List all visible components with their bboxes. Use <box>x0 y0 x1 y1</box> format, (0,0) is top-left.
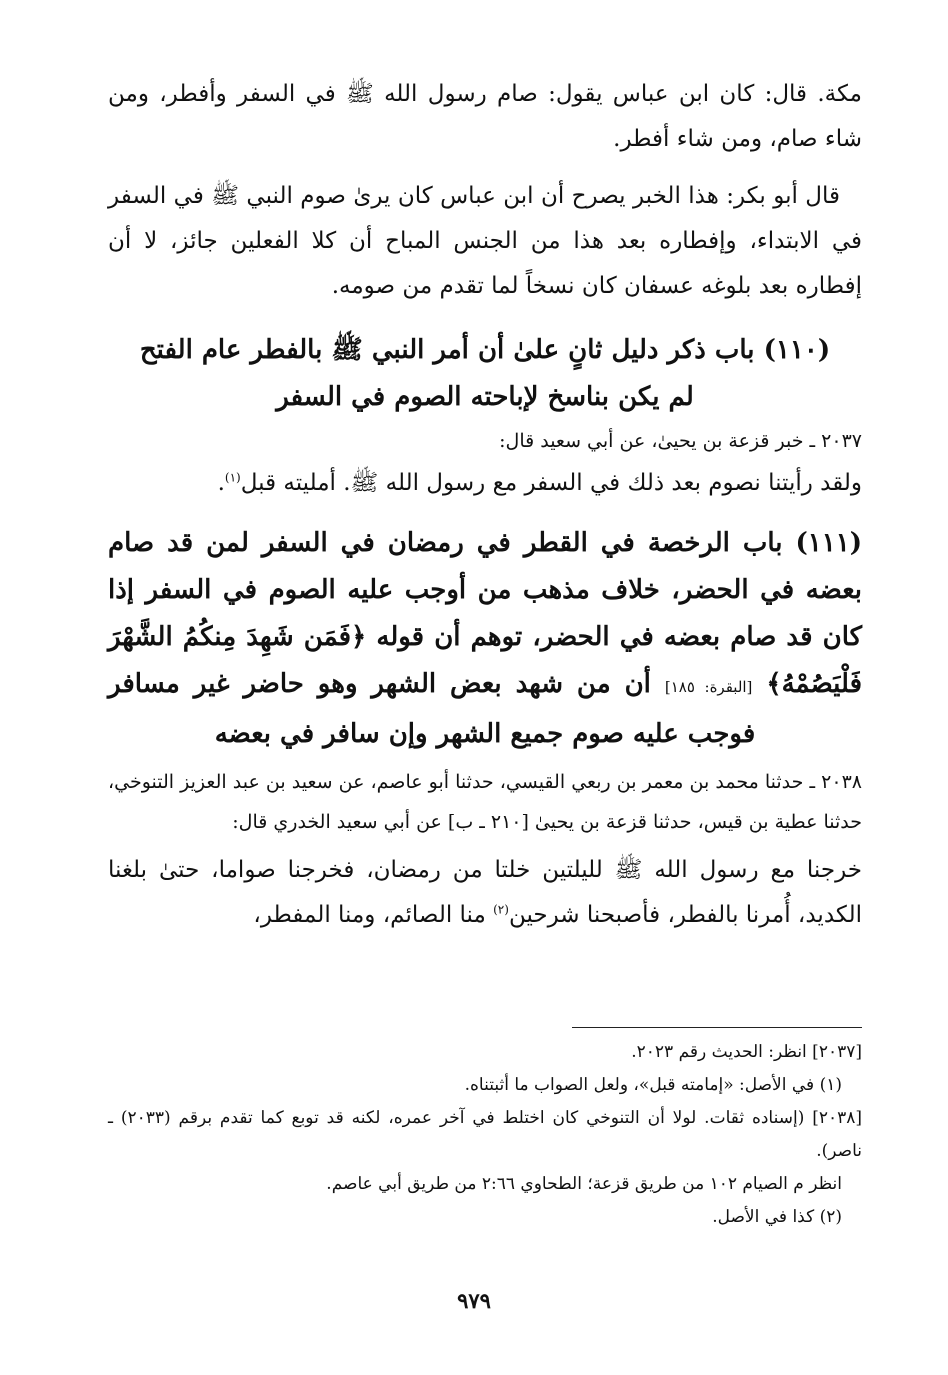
chapter-110-line2: لم يكن بناسخ لإباحته الصوم في السفر <box>276 382 694 412</box>
hadith-2037-end: . <box>217 470 225 496</box>
chapter-110-line1: (١١٠) باب ذكر دليل ثانٍ علىٰ أن أمر النبي ﷺ بالفطر عام الفتح <box>139 335 831 365</box>
footnote-2038-sources: انظر م الصيام ١٠٢ من طريق قزعة؛ الطحاوي ٢:٦٦ من طريق أبي عاصم. <box>326 1174 842 1194</box>
chapter-heading-111 <box>108 520 862 758</box>
footnotes-section <box>108 1036 862 1234</box>
hadith-2038-body-part1: خرجنا مع رسول الله ﷺ لليلتين خلتا من رمضان، فخرجنا صواما، حتىٰ بلغنا الكديد، أُمرنا بالفطر، فأصبحنا شرحين <box>108 857 862 928</box>
footnote-marker-1[interactable]: (١) <box>224 470 241 485</box>
page-number: ٩٧٩ <box>457 1288 491 1313</box>
hadith-2038-intro: ٢٠٣٨ ـ حدثنا محمد بن معمر بن ربعي القيسي، حدثنا أبو عاصم، عن سعيد بن عبد العزيز التنوخي، حدثنا عطية بن قيس، حدثنا قزعة بن يحيىٰ [٢١٠ ـ ب] عن أبي سعيد الخدري قال: <box>108 771 862 833</box>
hadith-2037-intro: ٢٠٣٧ ـ خبر قزعة بن يحيىٰ، عن أبي سعيد قال: <box>499 430 862 452</box>
paragraph-abu-bakr-commentary: قال أبو بكر: هذا الخبر يصرح أن ابن عباس كان يرىٰ صوم النبي ﷺ في السفر في الابتداء، وإفطاره بعد هذا من الجنس المباح أن كلا الفعلين جائز، لا أن إفطاره بعد بلوغه عسفان كان نسخاً لما تقدم من صومه. <box>108 183 862 299</box>
hadith-2037-text <box>108 461 862 506</box>
hadith-2038-body-part2: منا الصائم، ومنا المفطر، <box>253 902 486 928</box>
chapter-111-text: (١١١) باب الرخصة في القطر في رمضان في السفر لمن قد صام بعضه في الحضر، خلاف مذهب من أوجب عليه الصوم في السفر إذا كان قد صام بعضه في الحضر، توهم أن قوله ﴿فَمَن شَهِدَ مِنكُمُ الشَّهْرَ فَلْيَصُمْهُ﴾ <box>108 528 862 699</box>
chapter-heading-110 <box>108 327 862 421</box>
quran-reference: [البقرة: ١٨٥] <box>664 678 753 696</box>
hadith-2037-body: ولقد رأيتنا نصوم بعد ذلك في السفر مع رسول الله ﷺ. أمليته قبل <box>240 470 862 496</box>
paragraph-ibn-abbas-narration: مكة. قال: كان ابن عباس يقول: صام رسول الله ﷺ في السفر وأفطر، ومن شاء صام، ومن شاء أفطر. <box>108 81 862 152</box>
footnote-marker-2[interactable]: (٢) <box>493 902 509 917</box>
footnote-2038-ref: [٢٠٣٨] (إسناده ثقات. لولا أن التنوخي كان اختلط في آخر عمره، لكنه قد توبع كما تقدم برقم (٢٠٣٣) ـ ناصر). <box>108 1108 862 1161</box>
footnote-2037-ref: [٢٠٣٧] انظر: الحديث رقم ٢٠٢٣. <box>631 1042 862 1062</box>
hadith-2038-text <box>108 848 862 938</box>
footnote-1: (١) في الأصل: «إمامته قبل»، ولعل الصواب ما أثبتناه. <box>464 1075 842 1095</box>
footnote-2: (٢) كذا في الأصل. <box>712 1207 842 1227</box>
footnote-divider <box>572 1027 862 1028</box>
chapter-111-text2: أن من شهد بعض الشهر وهو حاضر غير مسافر فوجب عليه صوم جميع الشهر وإن سافر في بعضه <box>108 669 756 749</box>
